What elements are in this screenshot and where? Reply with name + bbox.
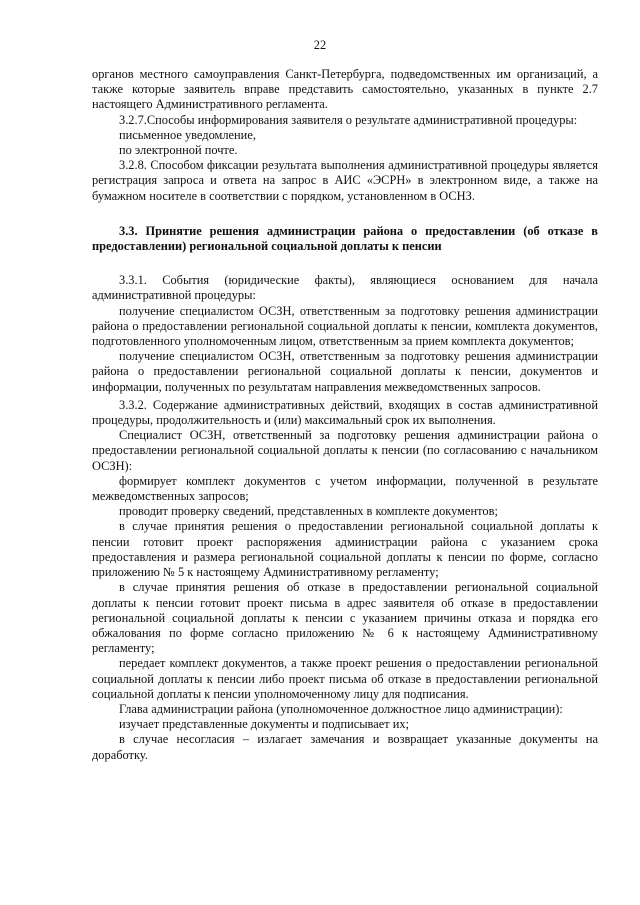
paragraph: по электронной почте. bbox=[119, 143, 238, 158]
paragraph: 3.2.7.Способы информирования заявителя о результате административной процедуры: bbox=[119, 112, 578, 127]
paragraph: получение специалистом ОСЗН, ответственным за подготовку решения администрации района о предоставлении региональной социальной доплаты к пенсии, документов и информации, полученных по результатам направления межведомственных запросов. bbox=[92, 349, 598, 394]
paragraph: в случае принятия решения об отказе в предоставлении региональной социальной доплаты к пенсии готовит проект письма в адрес заявителя об отказе в предоставлении региональной социальной доплаты к пенсии с указанием причины отказа и порядка его обжалования по форме согласно приложению № 6 к настоящему Административному регламенту; bbox=[92, 580, 598, 656]
paragraph: письменное уведомление, bbox=[119, 127, 256, 142]
paragraph: органов местного самоуправления Санкт-Петербурга, подведомственных им организаций, а также которые заявитель вправе представить самостоятельно, указанных в пункте 2.7 настоящего Административного регламента. bbox=[92, 67, 598, 112]
paragraph: передает комплект документов, а также проект решения о предоставлении региональной социальной доплаты к пенсии либо проект письма об отказе в предоставлении региональной социальной доплаты к пенсии уполномоченному лицу для подписания. bbox=[92, 656, 598, 701]
paragraph: 3.3.1. События (юридические факты), являющиеся основанием для начала административной процедуры: bbox=[92, 273, 598, 303]
page-number: 22 bbox=[313, 38, 327, 52]
paragraph: Глава администрации района (уполномоченное должностное лицо администрации): bbox=[119, 701, 563, 716]
paragraph: Специалист ОСЗН, ответственный за подготовку решения администрации района о предоставлении региональной социальной доплаты к пенсии (по согласованию с начальником ОСЗН): bbox=[92, 428, 598, 473]
paragraph: проводит проверку сведений, представленных в комплекте документов; bbox=[119, 504, 498, 519]
paragraph: в случае несогласия – излагает замечания и возвращает указанные документы на доработку. bbox=[92, 732, 598, 762]
paragraph: формирует комплект документов с учетом информации, полученной в результате межведомственных запросов; bbox=[92, 473, 598, 504]
paragraph: 3.2.8. Способом фиксации результата выполнения административной процедуры является регистрация запроса и ответа на запрос в АИС «ЭСРН» в электронном виде, а также на бумажном носителе в соответствии с порядком, установленном в ОСНЗ. bbox=[92, 158, 598, 203]
paragraph: изучает представленные документы и подписывает их; bbox=[119, 717, 410, 732]
document-body bbox=[92, 67, 598, 763]
paragraph: 3.3.2. Содержание административных действий, входящих в состав административной процедуры, продолжительность и (или) максимальный срок их выполнения. bbox=[92, 397, 598, 428]
section-heading: 3.3. Принятие решения администрации района о предоставлении (об отказе в предоставлении) региональной социальной доплаты к пенсии bbox=[92, 223, 598, 254]
paragraph: получение специалистом ОСЗН, ответственным за подготовку решения администрации района о предоставлении региональной социальной доплаты к пенсии, комплекта документов, подготовленного уполномоченным лицом, ответственным за прием комплекта документов; bbox=[92, 303, 598, 349]
paragraph: в случае принятия решения о предоставлении региональной социальной доплаты к пенсии готовит проект распоряжения администрации района с указанием срока предоставления и размера региональной социальной доплаты к пенсии по форме, согласно приложению № 5 к настоящему Административному регламенту; bbox=[92, 519, 598, 580]
